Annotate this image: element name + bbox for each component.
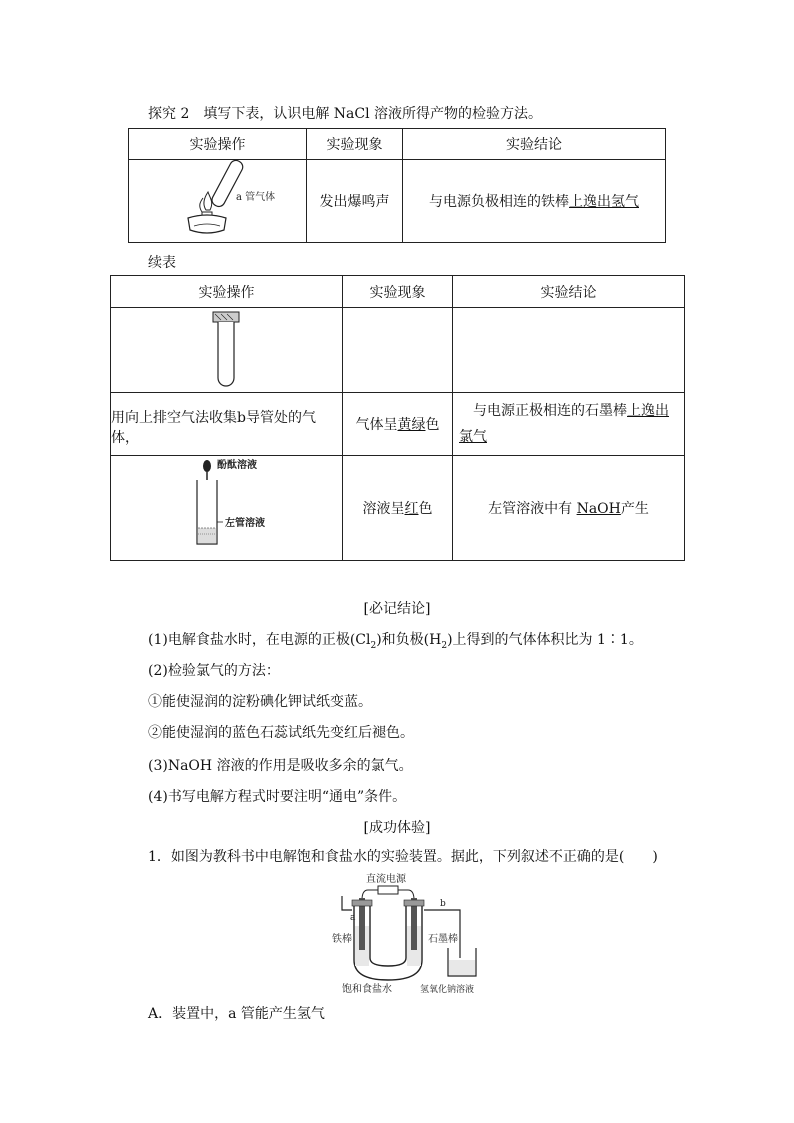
table2-row3-conclusion-cell: [453, 456, 685, 561]
table1-header-phenomenon: 实验现象: [307, 129, 403, 160]
table2-row3-phenomenon-cell: [343, 456, 453, 561]
question-1: 1．如图为教科书中电解饱和食盐水的实验装置。据此，下列叙述不正确的是( ): [148, 849, 658, 865]
practice-title: [成功体验]: [363, 820, 431, 836]
figure-label-a-tube-gas: a 管气体: [235, 192, 275, 203]
option-a: A．装置中，a 管能产生氢气: [148, 1006, 325, 1022]
label-dc-power: 直流电源: [366, 874, 406, 885]
table1-conclusion-text: 与电源负极相连的铁棒: [429, 194, 569, 210]
summary-item-1: (1)电解食盐水时，在电源的正极$(Cl_2)$和负极$(H_2)$上得到的气体体积比为 1∶1。: [148, 632, 643, 651]
table1-header-conclusion: 实验结论: [403, 129, 666, 160]
summary-item-4: (4)书写电解方程式时要注明“通电”条件。: [148, 789, 407, 805]
label-a: a: [350, 913, 356, 923]
alcohol-lamp-test-figure: [158, 160, 278, 238]
row3-conclusion-text: 左管溶液中有: [488, 501, 577, 517]
table-1: [128, 128, 666, 243]
continued-label: 续表: [148, 255, 176, 271]
electrolysis-apparatus-figure: [330, 870, 490, 1000]
table1-conclusion-underline-2: 氢气: [611, 194, 639, 210]
row3-conclusion-underline: NaOH: [576, 501, 621, 517]
summary-item-2a: ①能使湿润的淀粉碘化钾试纸变蓝。: [148, 694, 372, 710]
row3-phenomenon-text: 溶液呈: [362, 501, 405, 517]
label-graphite-rod: 石墨棒: [428, 934, 458, 945]
table2-figure-cell: [111, 308, 343, 393]
summary-title: [必记结论]: [363, 601, 431, 617]
table1-conclusion-underline-1: 上逸出: [569, 194, 611, 210]
row3-conclusion-suffix: 产生: [620, 501, 649, 517]
table1-conclusion-cell: [403, 160, 666, 243]
intro-text: 探究 2 填写下表，认识电解 NaCl 溶液所得产物的检验方法。: [148, 106, 543, 122]
summary-item-3: (3)NaOH 溶液的作用是吸收多余的氯气。: [148, 758, 413, 774]
label-naoh-solution: 氢氧化钠溶液: [420, 985, 475, 995]
label-b: b: [440, 899, 446, 909]
row2-conclusion-underline-2: 氯气: [459, 429, 487, 445]
table1-figure-cell: [129, 160, 307, 243]
row2-conclusion-text: 与电源正极相连的石墨棒: [473, 403, 627, 419]
table2-header-phenomenon: 实验现象: [343, 276, 453, 308]
table1-phenomenon-cell: 发出爆鸣声: [307, 160, 403, 243]
table2-empty-cell-2: [453, 308, 685, 393]
table2-empty-cell-1: [343, 308, 453, 393]
row3-phenomenon-suffix: 色: [418, 501, 433, 517]
phenolphthalein-test-figure: [157, 456, 297, 556]
label-saturated-brine: 饱和食盐水: [342, 984, 392, 995]
row2-conclusion-underline-1: 上逸出: [627, 403, 669, 419]
row3-phenomenon-underline: 红: [404, 501, 419, 517]
figure-label-left-tube-solution: 左管溶液: [224, 518, 265, 529]
table2-phenomenon-cell: [343, 393, 453, 456]
table-2: [110, 275, 685, 561]
figure-label-phenolphthalein: 酚酞溶液: [216, 460, 257, 471]
table2-phenolphthalein-figure-cell: [111, 456, 343, 561]
table2-operation-cell: 用向上排空气法收集b导管处的气体，: [111, 393, 343, 456]
table1-header-operation: 实验操作: [129, 129, 307, 160]
table2-conclusion-cell: [453, 393, 685, 456]
label-iron-rod: 铁棒: [332, 934, 352, 945]
table2-header-conclusion: 实验结论: [453, 276, 685, 308]
row2-phenomenon-text: 气体呈: [355, 417, 398, 433]
summary-item-2b: ②能使湿润的蓝色石蕊试纸先变红后褪色。: [148, 725, 414, 741]
sealed-test-tube-figure: [207, 308, 247, 388]
row2-phenomenon-underline: 黄绿: [397, 417, 426, 433]
row2-phenomenon-suffix: 色: [425, 417, 440, 433]
summary-item-2: (2)检验氯气的方法：: [148, 663, 280, 679]
table2-header-operation: 实验操作: [111, 276, 343, 308]
